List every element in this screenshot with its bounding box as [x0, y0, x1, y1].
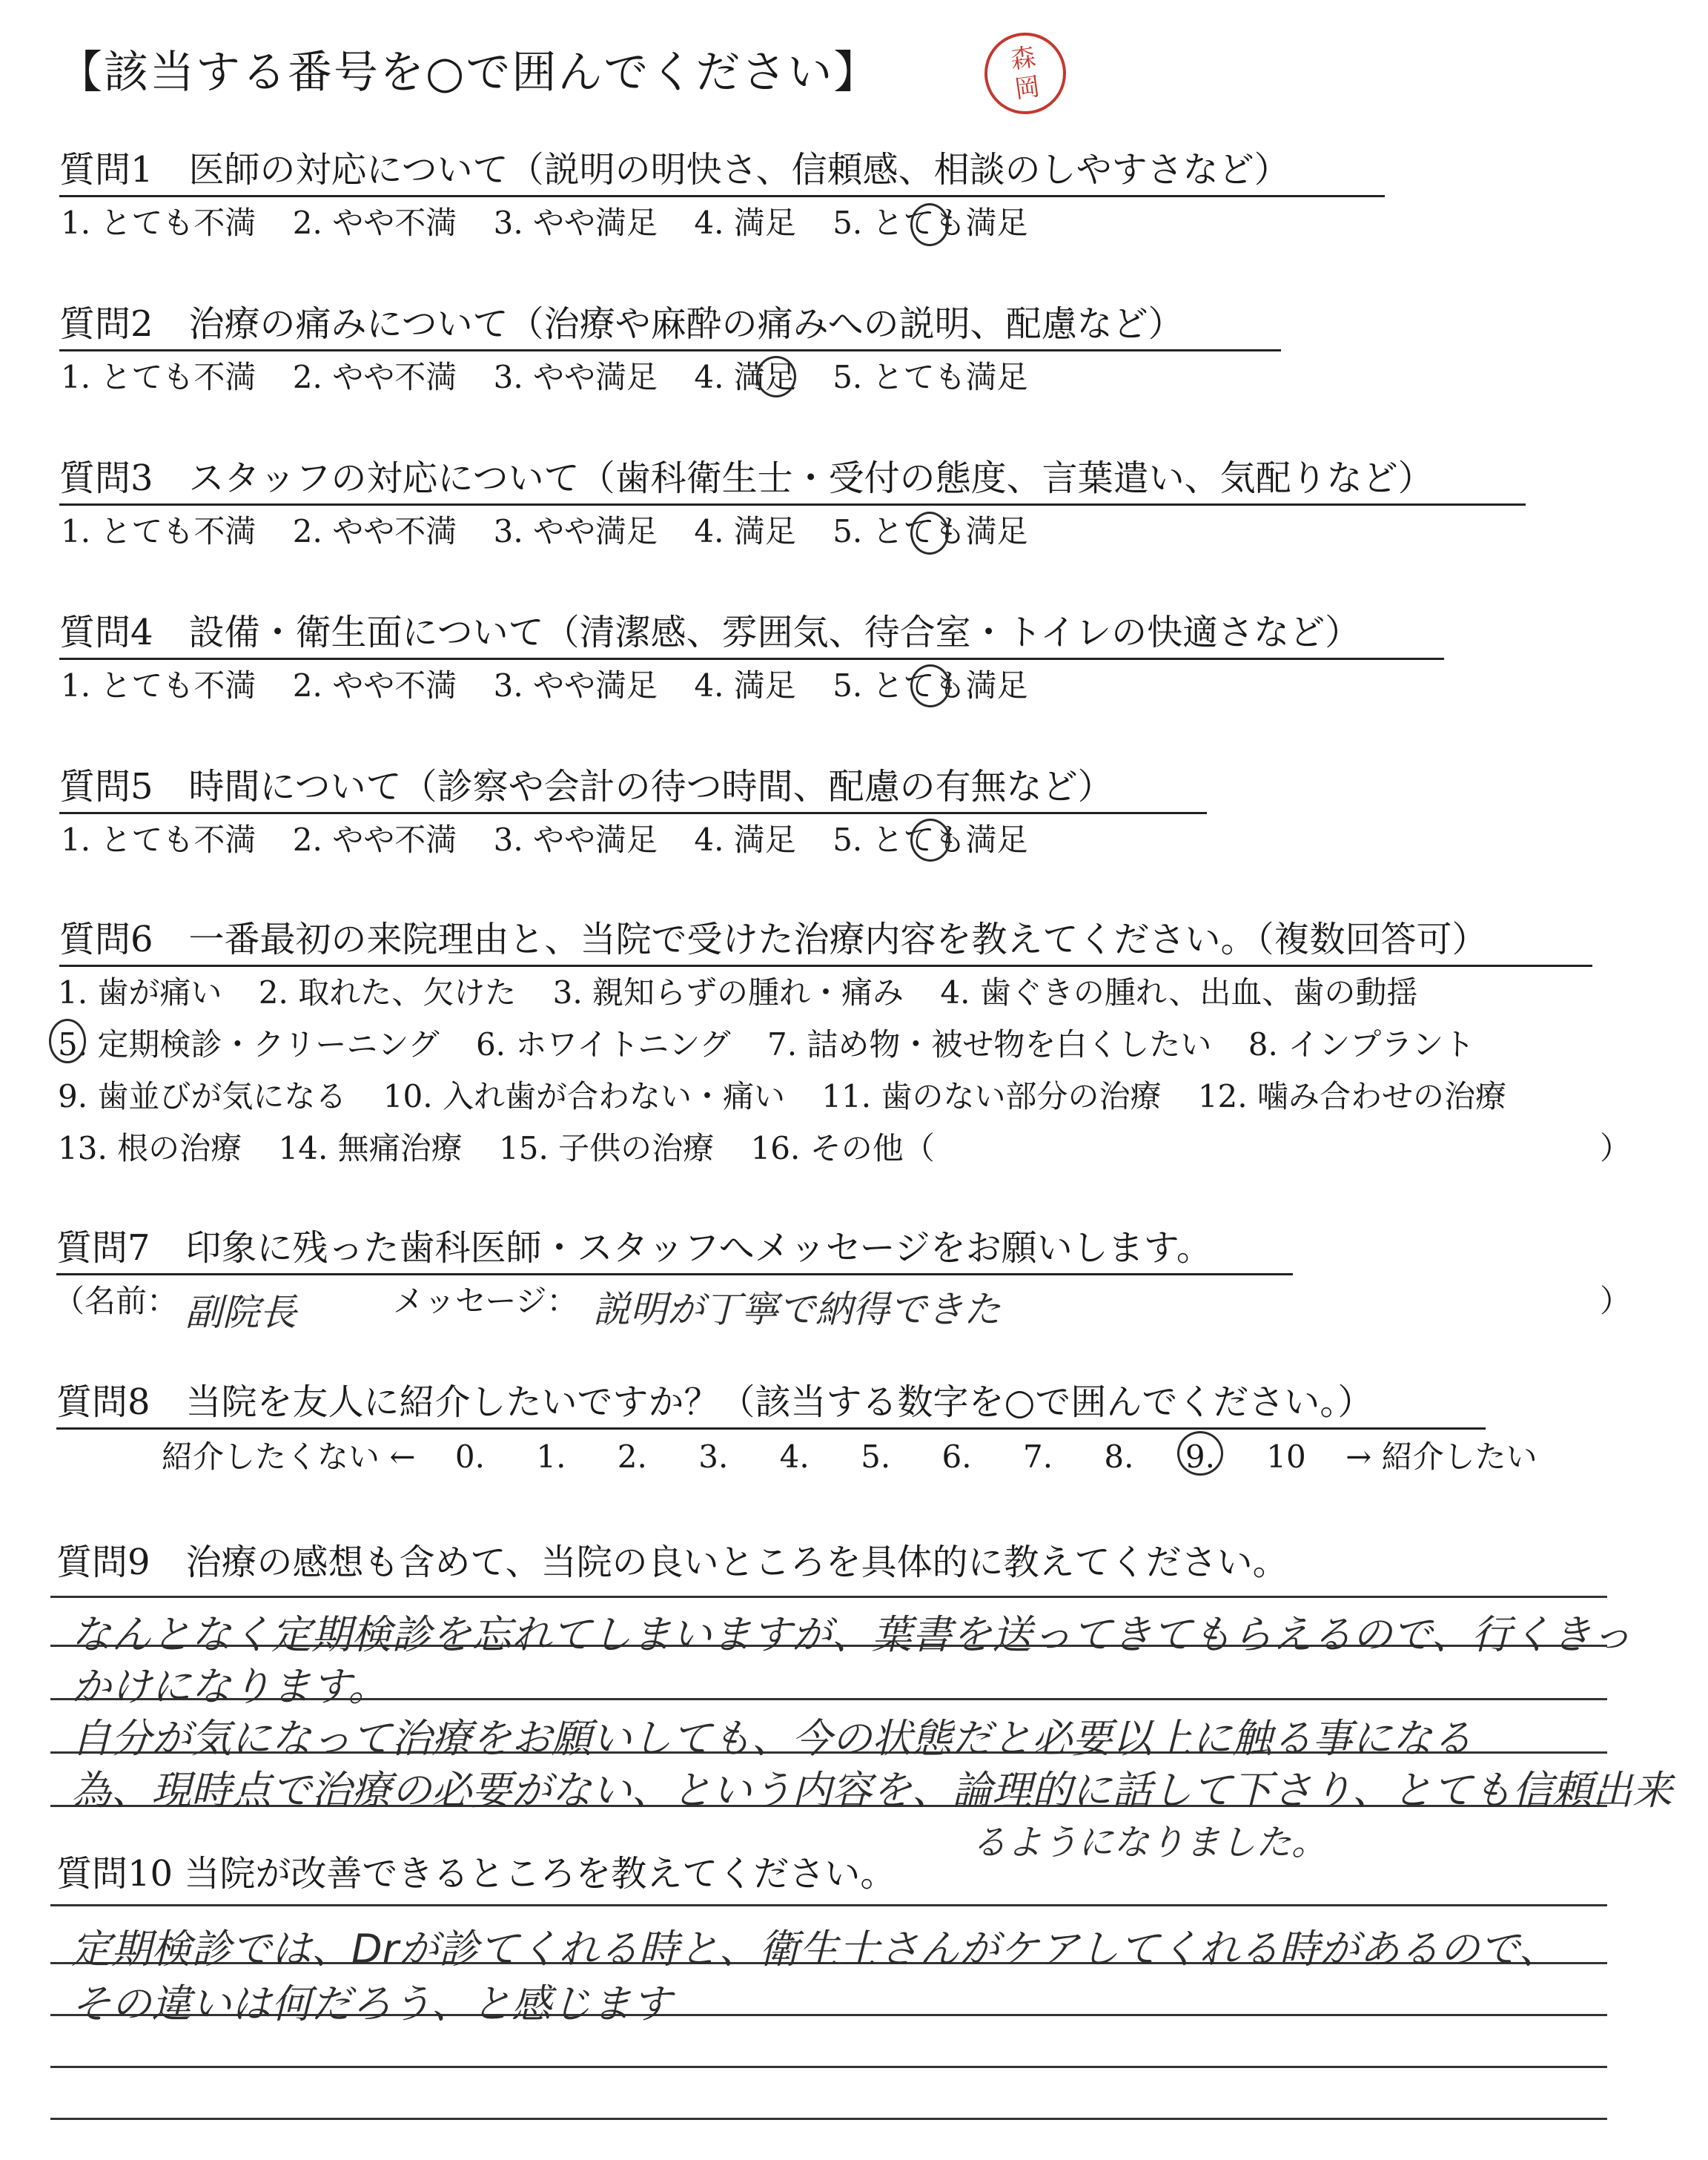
- option-8[interactable]: 8. インプラント: [1248, 1026, 1475, 1063]
- option-1[interactable]: 1. とても不満: [61, 822, 256, 858]
- question-10-text: 質問10 当院が改善できるところを教えてください。: [56, 1853, 896, 1895]
- scale-3[interactable]: 3.: [698, 1439, 729, 1475]
- question-2: [59, 295, 1281, 351]
- scale-5[interactable]: 5.: [861, 1439, 891, 1475]
- question-4: [59, 604, 1444, 660]
- option-3[interactable]: 3. やや満足: [493, 513, 658, 549]
- question-4-text: 質問4 設備・衛生面について（清潔感、雰囲気、待合室・トイレの快適さなど）: [59, 604, 1444, 660]
- option-2[interactable]: 2. やや不満: [292, 667, 457, 704]
- q9-answer-line-3[interactable]: 自分が気になって治療をお願いしても、今の状態だと必要以上に触る事になる: [71, 1715, 1472, 1762]
- scale-0[interactable]: 0.: [454, 1439, 485, 1475]
- scale-6[interactable]: 6.: [941, 1439, 972, 1475]
- option-2[interactable]: 2. やや不満: [292, 359, 457, 395]
- option-5[interactable]: 5. とても満足: [833, 822, 1028, 858]
- option-12[interactable]: 12. 噛み合わせの治療: [1197, 1078, 1506, 1114]
- answer-line: [50, 2118, 1607, 2120]
- q7-message-value[interactable]: 説明が丁寧で納得できた: [593, 1288, 1001, 1331]
- question-6: [59, 911, 1592, 967]
- question-5: [59, 758, 1207, 814]
- option-14[interactable]: 14. 無痛治療: [278, 1130, 463, 1166]
- question-1-text: 質問1 医師の対応について（説明の明快さ、信頼感、相談のしやすさなど）: [59, 141, 1385, 197]
- scale-9[interactable]: 9.: [1185, 1439, 1215, 1475]
- option-2[interactable]: 2. やや不満: [292, 513, 457, 549]
- question-2-options: [61, 353, 1055, 397]
- question-5-text: 質問5 時間について（診察や会計の待つ時間、配慮の有無など）: [59, 758, 1207, 814]
- option-7[interactable]: 7. 詰め物・被せ物を白くしたい: [767, 1026, 1212, 1063]
- scale-1[interactable]: 1.: [536, 1439, 566, 1475]
- option-5[interactable]: 5. とても満足: [833, 667, 1028, 704]
- seal-char-2: 岡: [1013, 71, 1042, 105]
- question-6-row-2: [58, 1020, 1501, 1065]
- question-1: [59, 141, 1385, 197]
- question-8-text: 質問8 当院を友人に紹介したいですか？（該当する数字を○で囲んでください。）: [56, 1373, 1486, 1430]
- question-3-options: [61, 507, 1055, 552]
- q7-message-label: メッセージ：: [393, 1283, 578, 1319]
- selection-circle: [910, 664, 950, 707]
- q7-name-value[interactable]: 副院長: [185, 1291, 297, 1334]
- question-5-options: [61, 816, 1055, 860]
- question-3-text: 質問3 スタッフの対応について（歯科衛生士・受付の態度、言葉遣い、気配りなど）: [59, 449, 1526, 506]
- option-1[interactable]: 1. とても不満: [61, 205, 256, 241]
- option-4[interactable]: 4. 満足: [694, 205, 796, 241]
- seal-stamp: [979, 27, 1071, 119]
- q9-answer-line-2[interactable]: かけになります。: [71, 1663, 388, 1710]
- scale-4[interactable]: 4.: [779, 1439, 810, 1475]
- option-4[interactable]: 4. 満足: [694, 513, 796, 549]
- question-9: [56, 1533, 1288, 1585]
- option-5[interactable]: 5. とても満足: [833, 359, 1028, 395]
- question-1-options: [61, 199, 1055, 243]
- q7-name-label: （名前：: [53, 1283, 179, 1319]
- selection-circle: [910, 203, 949, 246]
- other-close-paren: ）: [1600, 1130, 1632, 1166]
- question-7-text: 質問7 印象に残った歯科医師・スタッフへメッセージをお願いします。: [56, 1219, 1293, 1275]
- option-3[interactable]: 3. やや満足: [493, 359, 658, 395]
- option-11[interactable]: 11. 歯のない部分の治療: [821, 1078, 1162, 1114]
- answer-line: [50, 1904, 1607, 1906]
- option-10[interactable]: 10. 入れ歯が合わない・痛い: [383, 1078, 785, 1114]
- question-8: [56, 1373, 1486, 1430]
- option-4[interactable]: 4. 満足: [694, 822, 796, 858]
- option-2[interactable]: 2. やや不満: [292, 822, 457, 858]
- selection-circle: [756, 356, 796, 397]
- page-title: 【該当する番号を○で囲んでください】: [58, 47, 880, 99]
- option-15[interactable]: 15. 子供の治療: [499, 1130, 715, 1166]
- q10-answer-line-2[interactable]: その違いは何だろう、と感じます: [71, 1981, 672, 2027]
- option-5[interactable]: 5. とても満足: [833, 513, 1028, 549]
- scale-2[interactable]: 2.: [617, 1439, 647, 1475]
- question-4-options: [61, 661, 1055, 706]
- option-5[interactable]: 5. とても満足: [833, 205, 1028, 241]
- scale-8[interactable]: 8.: [1104, 1439, 1134, 1475]
- question-7: [56, 1219, 1293, 1275]
- selection-circle: [49, 1019, 86, 1063]
- question-6-row-1: [58, 968, 1444, 1013]
- q8-scale-row: [162, 1433, 1564, 1477]
- answer-line: [50, 2066, 1607, 2068]
- selection-circle: [910, 819, 950, 862]
- q8-left-label: 紹介したくない ←: [162, 1439, 416, 1475]
- question-3: [59, 449, 1526, 506]
- q9-answer-line-4[interactable]: 為、現時点で治療の必要がない、という内容を、論理的に話して下さり、とても信頼出来: [71, 1767, 1672, 1814]
- option-13[interactable]: 13. 根の治療: [58, 1130, 242, 1166]
- q10-answer-line-1[interactable]: 定期検診では、Drが診てくれる時と、衛生士さんがケアしてくれる時があるので、: [71, 1926, 1559, 1972]
- option-2[interactable]: 2. 取れた、欠けた: [258, 974, 517, 1011]
- q7-close-paren: ）: [1600, 1283, 1632, 1319]
- question-2-text: 質問2 治療の痛みについて（治療や麻酔の痛みへの説明、配慮など）: [59, 295, 1281, 351]
- option-16[interactable]: 16. その他（: [750, 1130, 935, 1166]
- answer-line: [50, 1596, 1607, 1598]
- option-1[interactable]: 1. とても不満: [61, 513, 256, 549]
- option-6[interactable]: 6. ホワイトニング: [475, 1026, 731, 1063]
- selection-circle: [910, 512, 949, 555]
- q9-answer-line-5[interactable]: るようになりました。: [971, 1822, 1328, 1863]
- option-1[interactable]: 1. とても不満: [61, 359, 256, 395]
- question-6-text: 質問6 一番最初の来院理由と、当院で受けた治療内容を教えてください。（複数回答可）: [59, 911, 1592, 967]
- option-4[interactable]: 4. 満足: [694, 359, 796, 395]
- scale-10[interactable]: 10: [1266, 1439, 1306, 1475]
- q8-right-label: → 紹介したい: [1345, 1439, 1537, 1475]
- question-10: [56, 1845, 896, 1896]
- option-3[interactable]: 3. やや満足: [493, 205, 658, 241]
- option-2[interactable]: 2. やや不満: [292, 205, 457, 241]
- q9-answer-line-1[interactable]: なんとなく定期検診を忘れてしまいますが、葉書を送ってきてもらえるので、行くきっ: [71, 1611, 1632, 1658]
- option-5[interactable]: 5. 定期検診・クリーニング: [58, 1026, 440, 1063]
- question-9-text: 質問9 治療の感想も含めて、当院の良いところを具体的に教えてください。: [56, 1542, 1288, 1583]
- option-1[interactable]: 1. とても不満: [61, 667, 256, 704]
- question-6-row-4: [58, 1124, 961, 1169]
- option-3[interactable]: 3. 親知らずの腫れ・痛み: [552, 974, 904, 1011]
- option-1[interactable]: 1. 歯が痛い: [58, 974, 222, 1011]
- seal-char-1: 森: [1008, 42, 1038, 76]
- option-3[interactable]: 3. やや満足: [493, 822, 658, 858]
- question-6-row-3: [58, 1072, 1533, 1117]
- option-3[interactable]: 3. やや満足: [493, 667, 658, 704]
- option-4[interactable]: 4. 歯ぐきの腫れ、出血、歯の動揺: [940, 974, 1418, 1011]
- selection-circle: [1177, 1431, 1223, 1476]
- option-9[interactable]: 9. 歯並びが気になる: [58, 1078, 347, 1114]
- option-4[interactable]: 4. 満足: [694, 667, 796, 704]
- scale-7[interactable]: 7.: [1022, 1439, 1053, 1475]
